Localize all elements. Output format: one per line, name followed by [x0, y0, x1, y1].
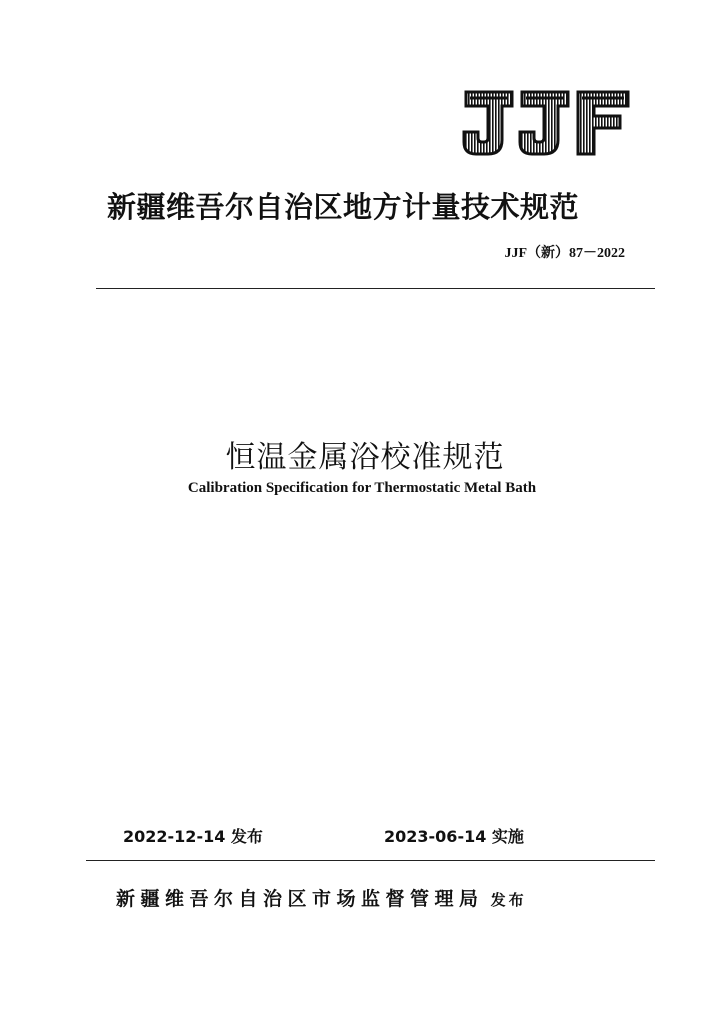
implementation-date: 2023-06-14 实施	[384, 827, 524, 846]
jjf-logo-icon	[462, 88, 632, 160]
document-subtitle: Calibration Specification for Thermostatic Metal Bath	[187, 480, 537, 496]
divider-bottom	[86, 860, 655, 861]
publisher-suffix: 发布	[490, 891, 527, 909]
divider-top	[96, 288, 655, 289]
standard-code: JJF（新）87－2022	[504, 246, 625, 261]
document-title: 恒温金属浴校准规范	[225, 440, 505, 475]
publisher-name: 新疆维吾尔自治区市场监督管理局	[116, 888, 484, 910]
header-title: 新疆维吾尔自治区地方计量技术规范	[107, 190, 580, 224]
issue-date: 2022-12-14 发布	[123, 827, 263, 846]
publisher-line	[116, 884, 527, 911]
